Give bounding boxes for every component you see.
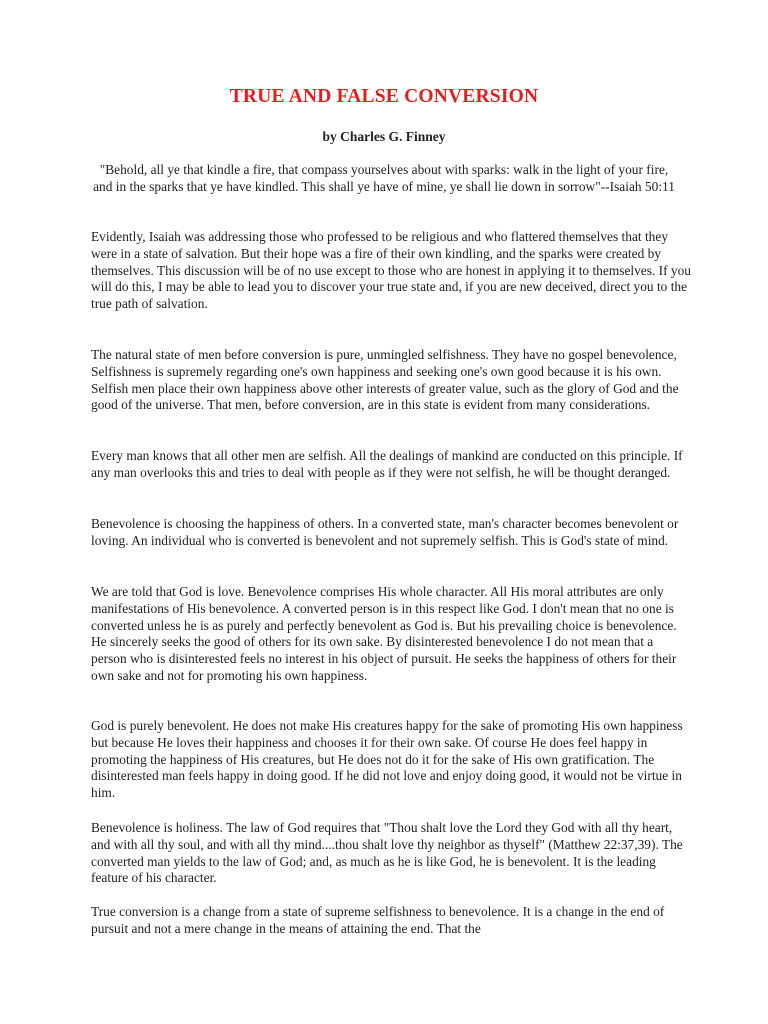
- epigraph-quote: "Behold, all ye that kindle a fire, that compass yourselves about with sparks: walk in the light of your fire, and in the sparks that ye have kindled. This shall ye have of mine, ye shall lie down in sorrow"--Isaiah 50:11: [93, 162, 675, 194]
- paragraph: We are told that God is love. Benevolence comprises His whole character. All His moral attributes are only manifestations of His benevolence. A converted person is in this respect like God. I don't mean that no one is converted unless he is as purely and perfectly benevolent as God is. But his prevailing choice is benevolence. He sincerely seeks the good of others for its own sake. By disinterested benevolence I do not mean that a person who is disinterested feels no interest in his object of pursuit. He seeks the happiness of others for their own sake and not for promoting his own happiness.: [91, 584, 677, 683]
- paragraph: The natural state of men before conversion is pure, unmingled selfishness. They have no gospel benevolence, Selfishness is supremely regarding one's own happiness and seeking one's own good because it is his own. Selfish men place their own happiness above other interests of greater value, such as the glory of God and the good of the universe. That men, before conversion, are in this state is evident from many considerations.: [91, 347, 679, 413]
- paragraph: Benevolence is holiness. The law of God requires that "Thou shalt love the Lord they God with all thy heart, and with all thy soul, and with all thy mind....thou shalt love thy neighbor as thyself" (Matthew 22:37,39). The converted man yields to the law of God; and, as much as he is like God, he is benevolent. It is the leading feature of his character.: [91, 820, 683, 886]
- paragraph: God is purely benevolent. He does not make His creatures happy for the sake of promoting His own happiness but because He loves their happiness and chooses it for their own sake. Of course He does feel happy in promoting the happiness of His creatures, but He does not do it for the sake of His own gratification. The disinterested man feels happy in doing good. If he did not love and enjoy doing good, it would not be virtue in him.: [91, 718, 683, 801]
- document-title: TRUE AND FALSE CONVERSION: [229, 86, 539, 107]
- paragraph: Benevolence is choosing the happiness of others. In a converted state, man's character becomes benevolent or loving. An individual who is converted is benevolent and not supremely selfish. This is God's state of mind.: [91, 516, 679, 548]
- paragraph: True conversion is a change from a state of supreme selfishness to benevolence. It is a change in the end of pursuit and not a mere change in the means of attaining the end. That the: [91, 904, 665, 936]
- paragraph: Evidently, Isaiah was addressing those who professed to be religious and who flattered themselves that they were in a state of salvation. But their hope was a fire of their own kindling, and the sparks were created by themselves. This discussion will be of no use except to those who are honest in applying it to themselves. If you will do this, I may be able to lead you to discover your true state and, if you are new deceived, direct you to the true path of salvation.: [91, 229, 692, 312]
- document-author: by Charles G. Finney: [322, 129, 446, 144]
- paragraph: Every man knows that all other men are selfish. All the dealings of mankind are conducted on this principle. If any man overlooks this and tries to deal with people as if they were not selfish, he will be thought deranged.: [91, 448, 683, 480]
